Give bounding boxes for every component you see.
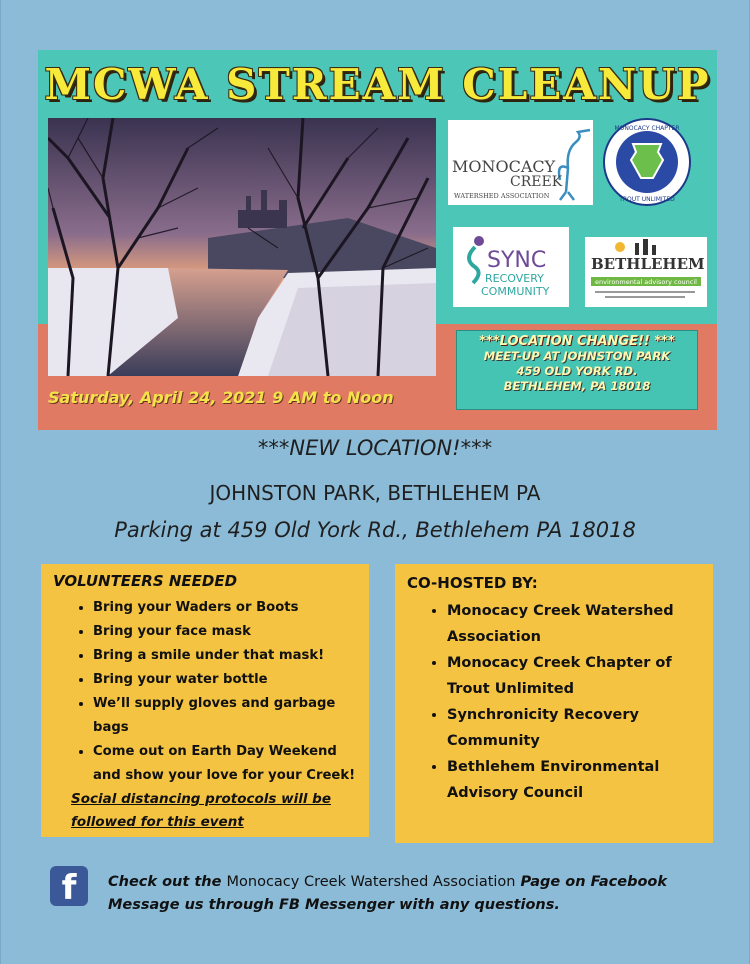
location-change-text: LOCATION CHANGE!! xyxy=(499,334,650,349)
facebook-page-name[interactable]: Monocacy Creek Watershed Association xyxy=(226,874,516,890)
list-item: • Come out on Earth Day Weekend and show your love for your Creek! xyxy=(93,740,359,788)
new-location-heading: ***NEW LOCATION!*** xyxy=(257,436,493,460)
meetup-street: 459 OLD YORK RD. xyxy=(516,364,638,378)
creek-photo xyxy=(48,118,436,376)
mcwa-logo xyxy=(448,120,593,205)
cohosts-title: CO-HOSTED BY: xyxy=(407,574,538,592)
list-item: • Bethlehem Environmental Advisory Council xyxy=(447,754,699,806)
heron-icon xyxy=(559,130,590,200)
footer-line-2: Message us through FB Messenger with any questions. xyxy=(108,897,560,913)
svg-text:SYNC: SYNC xyxy=(487,248,547,273)
svg-text:RECOVERY: RECOVERY xyxy=(485,272,544,285)
location-change-box xyxy=(456,330,698,410)
svg-text:WATERSHED ASSOCIATION: WATERSHED ASSOCIATION xyxy=(454,192,550,200)
event-title: MCWA STREAM CLEANUP xyxy=(44,60,711,109)
trout-unlimited-logo xyxy=(603,118,691,206)
list-item: • Bring your Waders or Boots xyxy=(93,596,359,620)
cohosts-list xyxy=(407,598,699,806)
meetup-line: MEET-UP AT JOHNSTON PARK xyxy=(483,349,671,363)
banner xyxy=(38,50,717,430)
footer-line-1: Check out the Monocacy Creek Watershed Association Page on Facebook xyxy=(108,874,668,890)
volunteers-title: VOLUNTEERS NEEDED xyxy=(53,572,238,590)
sync-logo xyxy=(453,227,569,307)
list-item: • Monocacy Creek Chapter of Trout Unlimited xyxy=(447,650,699,702)
svg-text:CREEK: CREEK xyxy=(510,174,563,190)
skyline-icon xyxy=(615,239,656,255)
meetup-city: BETHLEHEM, PA 18018 xyxy=(503,379,651,393)
facebook-icon[interactable]: f xyxy=(50,866,88,906)
svg-text:BETHLEHEM: BETHLEHEM xyxy=(591,255,705,273)
park-name: JOHNSTON PARK, BETHLEHEM PA xyxy=(209,481,541,505)
footer-text xyxy=(108,871,667,917)
social-distancing-note: Social distancing protocols will be followed for this event xyxy=(71,791,332,830)
list-item: • Synchronicity Recovery Community xyxy=(447,702,699,754)
sync-figure-icon xyxy=(469,236,484,283)
svg-text:TROUT UNLIMITED: TROUT UNLIMITED xyxy=(619,196,675,203)
list-item: • Monocacy Creek Watershed Association xyxy=(447,598,699,650)
volunteers-list xyxy=(53,596,359,788)
parking-info: Parking at 459 Old York Rd., Bethlehem PA 18018 xyxy=(114,518,636,542)
event-date: Saturday, April 24, 2021 9 AM to Noon xyxy=(48,388,394,407)
bethlehem-eac-logo xyxy=(585,237,707,307)
svg-text:COMMUNITY: COMMUNITY xyxy=(481,285,550,298)
location-change-heading: ***LOCATION CHANGE!! *** xyxy=(479,334,675,349)
list-item: • We’ll supply gloves and garbage bags xyxy=(93,692,359,740)
list-item: • Bring a smile under that mask! xyxy=(93,644,359,668)
cohosts-card xyxy=(395,564,713,843)
svg-text:environmental advisory council: environmental advisory council xyxy=(595,278,697,286)
list-item: • Bring your face mask xyxy=(93,620,359,644)
volunteers-card xyxy=(41,564,369,837)
svg-text:MONOCACY: MONOCACY xyxy=(452,157,556,176)
svg-text:MONOCACY CHAPTER: MONOCACY CHAPTER xyxy=(614,125,680,132)
list-item: • Bring your water bottle xyxy=(93,668,359,692)
